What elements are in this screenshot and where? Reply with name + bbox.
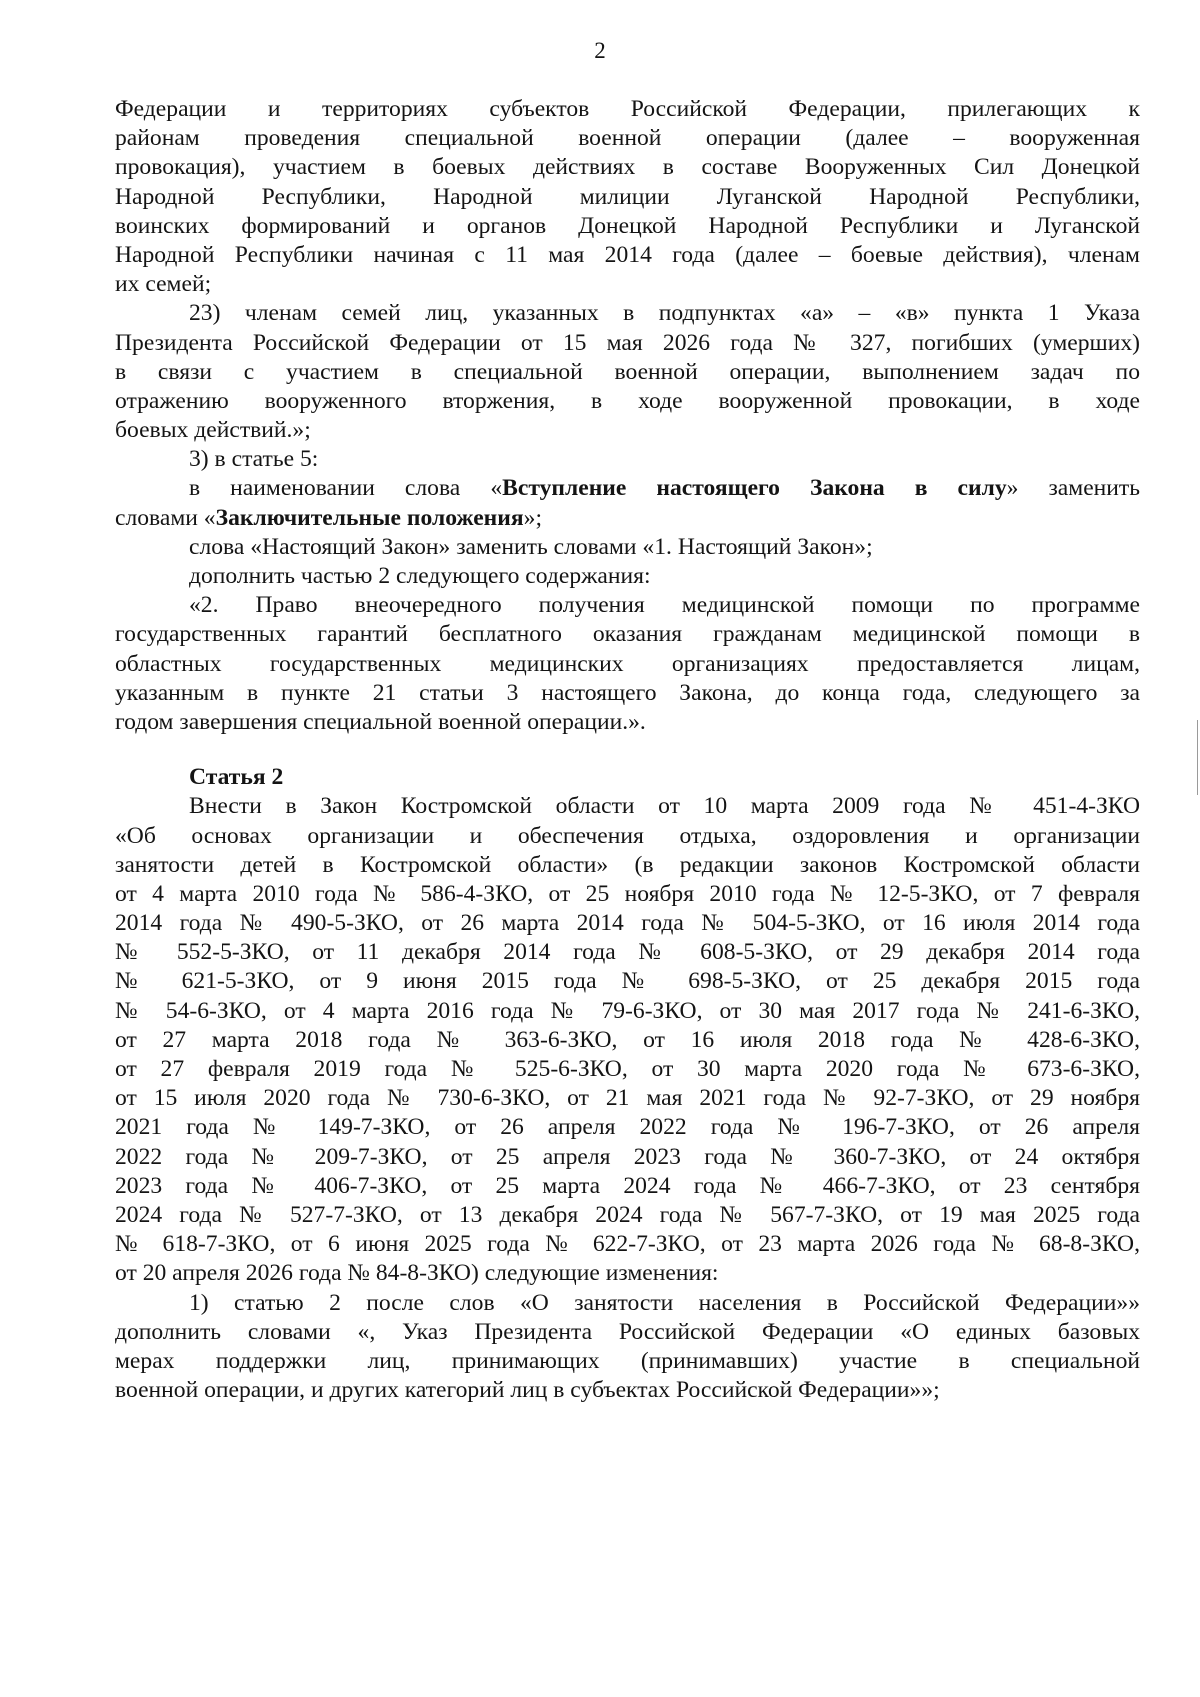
text-line: провокация), участием в боевых действиях в составе Вооруженных Сил Донецкой bbox=[115, 154, 1140, 181]
text-line: 2022 года № 209-7-ЗКО, от 25 апреля 2023 года № 360-7-ЗКО, от 24 октября bbox=[115, 1143, 1140, 1170]
text-line: 23) членам семей лиц, указанных в подпунктах «а» – «в» пункта 1 Указа bbox=[189, 300, 1140, 327]
text-line: военной операции, и других категорий лиц в субъектах Российской Федерации»»; bbox=[115, 1377, 940, 1404]
text-line: годом завершения специальной военной операции.». bbox=[115, 708, 646, 735]
text-line: № 618-7-ЗКО, от 6 июня 2025 года № 622-7-ЗКО, от 23 марта 2026 года № 68-8-ЗКО, bbox=[115, 1231, 1140, 1258]
text-line: отражению вооруженного вторжения, в ходе вооруженной провокации, в ходе bbox=[115, 387, 1140, 414]
paragraph bbox=[115, 474, 1140, 532]
text-line: от 15 июля 2020 года № 730-6-ЗКО, от 21 мая 2021 года № 92-7-ЗКО, от 29 ноября bbox=[115, 1085, 1140, 1112]
paragraph-gap bbox=[115, 737, 1140, 763]
text-line: боевых действий.»; bbox=[115, 417, 311, 444]
text-line: Президента Российской Федерации от 15 мая 2026 года № 327, погибших (умерших) bbox=[115, 329, 1140, 356]
text-line: от 27 февраля 2019 года № 525-6-ЗКО, от 30 марта 2020 года № 673-6-ЗКО, bbox=[115, 1056, 1140, 1082]
paragraph bbox=[115, 1289, 1140, 1406]
text-line: 2023 года № 406-7-ЗКО, от 25 марта 2024 года № 466-7-ЗКО, от 23 сентября bbox=[115, 1172, 1140, 1199]
text-line: их семей; bbox=[115, 271, 212, 298]
bold-text-segment: Заключительные положения bbox=[215, 504, 524, 531]
text-line: государственных гарантий бесплатного оказания гражданам медицинской помощи в bbox=[115, 621, 1140, 648]
text-line: дополнить частью 2 следующего содержания: bbox=[189, 563, 651, 589]
page-number: 2 bbox=[594, 38, 606, 63]
text-line: дополнить словами «, Указ Президента Российской Федерации «О единых базовых bbox=[115, 1318, 1140, 1345]
text-line: от 4 марта 2010 года № 586-4-ЗКО, от 25 ноября 2010 года № 12-5-ЗКО, от 7 февраля bbox=[115, 880, 1140, 907]
paragraph bbox=[115, 591, 1140, 737]
text-line: занятости детей в Костромской области» (в редакции законов Костромской области bbox=[115, 851, 1140, 878]
text-segment: словами « bbox=[115, 504, 216, 531]
text-line: воинских формирований и органов Донецкой Народной Республики и Луганской bbox=[115, 212, 1140, 239]
text-line: в связи с участием в специальной военной операции, выполнением задач по bbox=[115, 358, 1140, 385]
text-line: 3) в статье 5: bbox=[189, 446, 319, 473]
paragraph bbox=[115, 792, 1140, 1288]
text-line: 2024 года № 527-7-ЗКО, от 13 декабря 2024 года № 567-7-ЗКО, от 19 мая 2025 года bbox=[115, 1201, 1140, 1228]
text-line: Народной Республики, Народной милиции Луганской Народной Республики, bbox=[115, 183, 1140, 210]
text-line: мерах поддержки лиц, принимающих (принимавших) участие в специальной bbox=[115, 1347, 1140, 1374]
paragraph bbox=[115, 445, 1140, 474]
paragraph bbox=[115, 533, 1140, 562]
text-line: 2014 года № 490-5-ЗКО, от 26 марта 2014 года № 504-5-ЗКО, от 16 июля 2014 года bbox=[115, 910, 1140, 937]
text-segment: » заменить bbox=[1006, 475, 1140, 502]
text-line: «2. Право внеочередного получения медицинской помощи по программе bbox=[189, 592, 1140, 619]
text-line: слова «Настоящий Закон» заменить словами «1. Настоящий Закон»; bbox=[189, 533, 873, 560]
text-line: Внести в Закон Костромской области от 10 марта 2009 года № 451-4-ЗКО bbox=[189, 793, 1140, 820]
paragraph bbox=[115, 562, 1140, 591]
text-line: «Об основах организации и обеспечения отдыха, оздоровления и организации bbox=[115, 822, 1140, 849]
text-line: Народной Республики начиная с 11 мая 2014 года (далее – боевые действия), членам bbox=[115, 241, 1140, 268]
text-segment: »; bbox=[523, 504, 542, 531]
text-line bbox=[115, 474, 1140, 503]
text-line: № 621-5-ЗКО, от 9 июня 2015 года № 698-5-ЗКО, от 25 декабря 2015 года bbox=[115, 968, 1140, 995]
text-line: Федерации и территориях субъектов Российской Федерации, прилегающих к bbox=[115, 96, 1140, 122]
text-line: от 27 марта 2018 года № 363-6-ЗКО, от 16 июля 2018 года № 428-6-ЗКО, bbox=[115, 1026, 1140, 1053]
text-line: указанным в пункте 21 статьи 3 настоящего Закона, до конца года, следующего за bbox=[115, 679, 1140, 706]
text-line: № 552-5-ЗКО, от 11 декабря 2014 года № 608-5-ЗКО, от 29 декабря 2014 года bbox=[115, 939, 1140, 966]
bold-text-segment: Вступление настоящего Закона в силу bbox=[502, 475, 1007, 502]
paragraph bbox=[115, 95, 1140, 299]
text-line: от 20 апреля 2026 года № 84-8-ЗКО) следующие изменения: bbox=[115, 1260, 719, 1287]
article-heading: Статья 2 bbox=[189, 764, 284, 791]
text-line: 2021 года № 149-7-ЗКО, от 26 апреля 2022 года № 196-7-ЗКО, от 26 апреля bbox=[115, 1114, 1140, 1141]
text-line: 1) статью 2 после слов «О занятости населения в Российской Федерации»» bbox=[189, 1289, 1140, 1316]
text-line: районам проведения специальной военной операции (далее – вооруженная bbox=[115, 125, 1140, 152]
document-body bbox=[115, 95, 1140, 1405]
text-segment: в наименовании слова « bbox=[189, 475, 503, 502]
text-line bbox=[115, 504, 1140, 533]
paragraph bbox=[115, 299, 1140, 445]
scan-edge-mark bbox=[1197, 720, 1198, 795]
text-line: № 54-6-ЗКО, от 4 марта 2016 года № 79-6-ЗКО, от 30 мая 2017 года № 241-6-ЗКО, bbox=[115, 997, 1140, 1024]
text-line: областных государственных медицинских организациях предоставляется лицам, bbox=[115, 650, 1140, 677]
